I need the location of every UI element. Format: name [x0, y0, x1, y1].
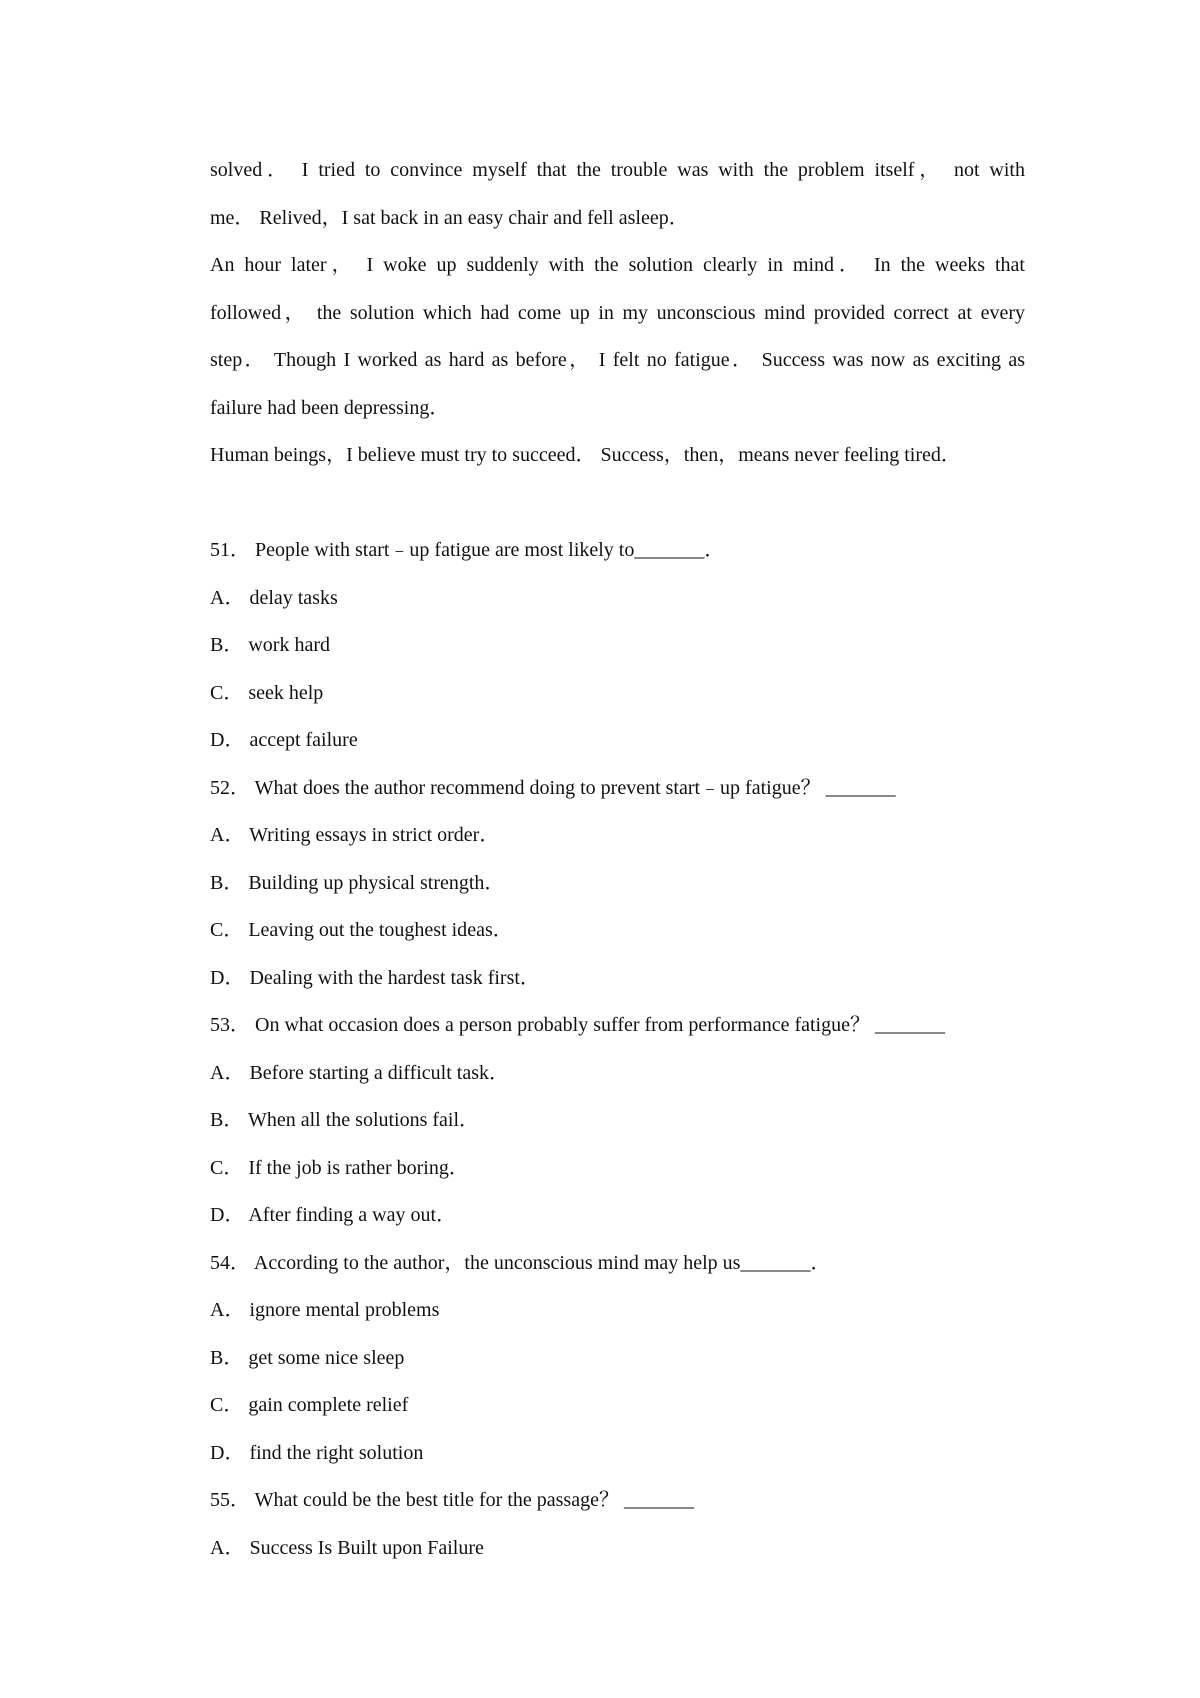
question-53: [210, 1002, 1025, 1240]
option: B． When all the solutions fail．: [210, 1109, 480, 1131]
option: C． If the job is rather boring．: [210, 1156, 469, 1179]
option: B． get some nice sleep: [210, 1346, 405, 1369]
option: A． Writing essays in strict order．: [210, 824, 500, 846]
option: A． Before starting a difficult task．: [210, 1061, 510, 1084]
passage-line: step． Though I worked as hard as before， I felt no fatigue． Success was now as exciting as: [210, 349, 1025, 371]
question-51: [210, 527, 1025, 765]
option: B． Building up physical strength．: [210, 871, 505, 894]
question-54: [210, 1240, 1025, 1478]
passage-line: failure had been depressing．: [210, 396, 450, 419]
passage-line: followed， the solution which had come up in my unconscious mind provided correct at every: [210, 301, 1025, 324]
passage-line: me． Relived，I sat back in an easy chair and fell asleep．: [210, 206, 689, 229]
passage-line: An hour later， I woke up suddenly with the solution clearly in mind． In the weeks that: [210, 254, 1025, 276]
option: A． Success Is Built upon Failure: [210, 1536, 484, 1559]
option: D． accept failure: [210, 729, 358, 751]
option: A． delay tasks: [210, 586, 338, 609]
spacer: [210, 480, 1025, 528]
option: C． gain complete relief: [210, 1394, 409, 1416]
question-52: [210, 765, 1025, 1003]
questions: [210, 527, 1025, 1572]
option: D． Dealing with the hardest task first．: [210, 966, 540, 989]
passage-line: Human beings，I believe must try to succeed． Success，then，means never feeling tired．: [210, 444, 961, 466]
question-stem: 51． People with start﹣up fatigue are most likely to_______．: [210, 539, 725, 561]
option: B． work hard: [210, 634, 330, 656]
passage-line: solved． I tried to convince myself that the trouble was with the problem itself， not with: [210, 159, 1025, 181]
question-55: [210, 1477, 1025, 1572]
passage: [210, 147, 1025, 480]
document-page: [210, 147, 1025, 1572]
question-stem: 52． What does the author recommend doing to prevent start﹣up fatigue？ _______: [210, 776, 896, 799]
question-stem: 54． According to the author，the unconscious mind may help us_______．: [210, 1251, 831, 1274]
option: C． seek help: [210, 681, 324, 704]
question-stem: 53． On what occasion does a person probably suffer from performance fatigue？ _______: [210, 1014, 945, 1036]
option: D． find the right solution: [210, 1441, 424, 1464]
question-stem: 55． What could be the best title for the passage？ _______: [210, 1489, 694, 1511]
option: D． After finding a way out．: [210, 1204, 457, 1226]
option: C． Leaving out the toughest ideas．: [210, 919, 513, 941]
option: A． ignore mental problems: [210, 1299, 440, 1321]
